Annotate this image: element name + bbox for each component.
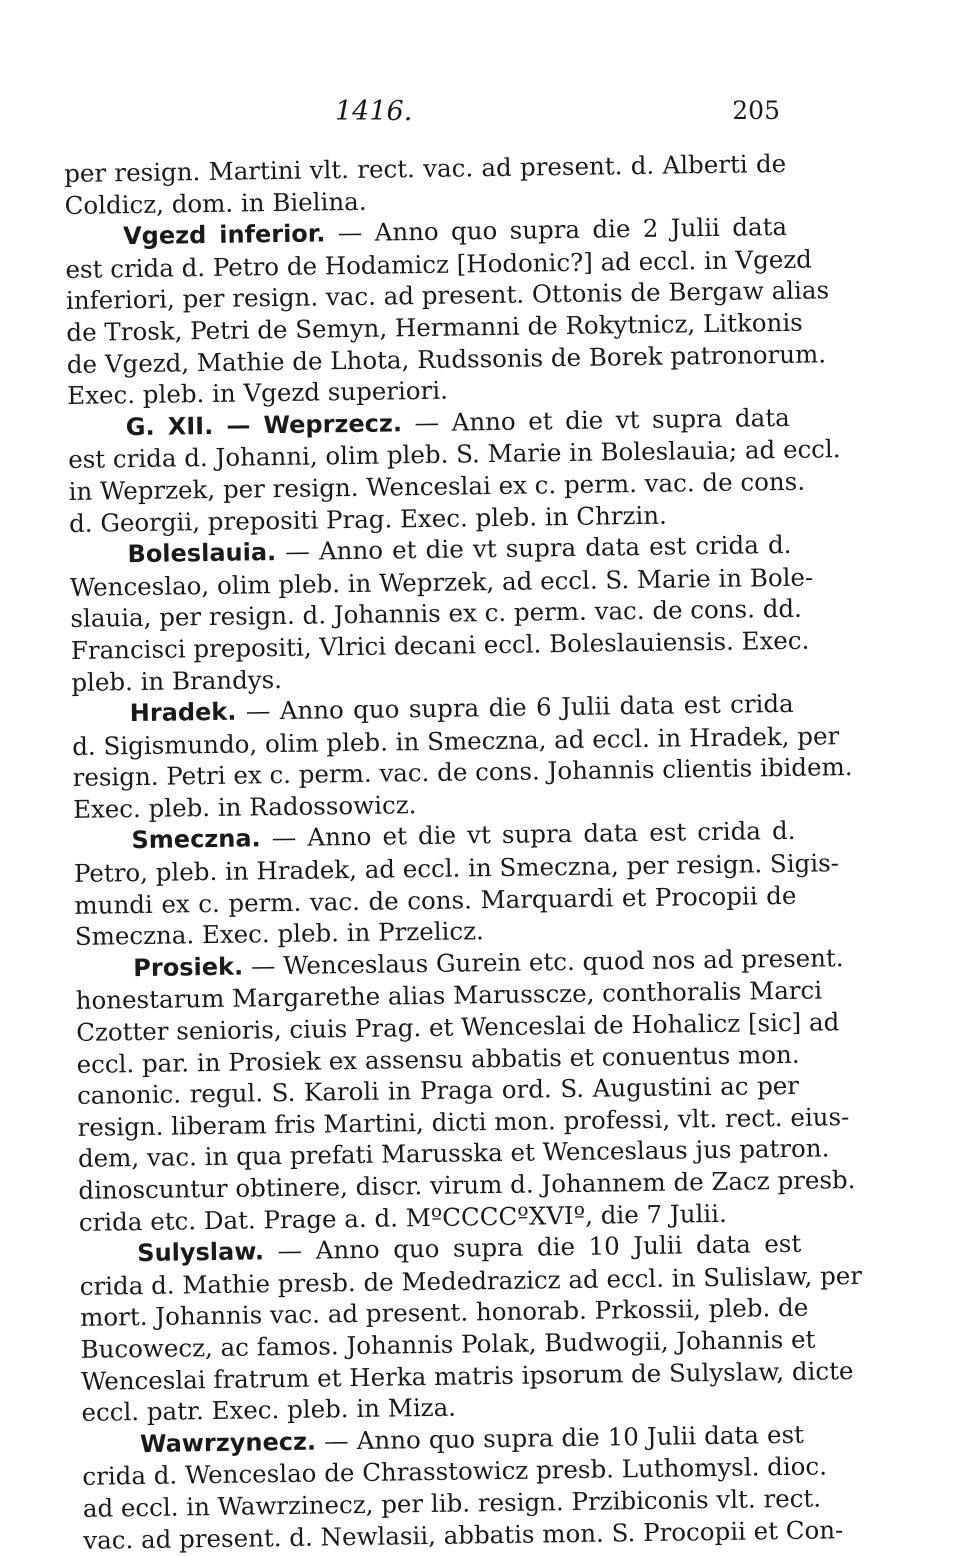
text-line: d. Georgii, prepositi Prag. Exec. pleb. in Chrzin.: [68, 500, 667, 538]
place-name: Sulyslaw.: [137, 1237, 265, 1268]
text-line: dem, vac. in qua prefati Marusska et Wenceslaus jus patron.: [77, 1133, 830, 1174]
text-line: Bucowecz, ac famos. Johannis Polak, Budwogii, Johannis et: [80, 1324, 816, 1364]
text-line: est crida d. Johanni, olim pleb. S. Marie in Boleslauia; ad eccl.: [68, 434, 841, 475]
text-line: Coldicz, dom. in Bielina.: [64, 186, 367, 220]
text-line: Wenceslai fratrum et Herka matris ipsorum de Sulyslaw, dicte: [80, 1355, 854, 1396]
text-line: est crida d. Petro de Hodamicz [Hodonic?] ad eccl. in Vgezd: [65, 244, 813, 284]
text-line: Exec. pleb. in Radossowicz.: [72, 790, 417, 824]
entry-text: — Anno et die vt supra data est crida d.: [260, 816, 796, 853]
text-line: in Weprzek, per resign. Wenceslai ex c. perm. vac. de cons.: [68, 466, 806, 506]
text-line: resign. liberam fris Martini, dicti mon. professi, vlt. rect. eius-: [77, 1101, 850, 1142]
text-line: inferiori, per resign. vac. ad present. Ottonis de Bergaw alias: [65, 275, 830, 316]
text-line: per resign. Martini vlt. rect. vac. ad present. d. Alberti de: [64, 148, 787, 188]
place-name: Prosiek.: [133, 952, 244, 982]
text-line: eccl. patr. Exec. pleb. in Miza.: [81, 1392, 457, 1428]
text-line: Exec. pleb. in Vgezd superiori.: [67, 375, 449, 411]
body-text: [64, 148, 863, 1556]
text-line: mort. Johannis vac. ad present. honorab. Prkossii, pleb. de: [79, 1293, 809, 1333]
text-line: de Trosk, Petri de Semyn, Hermanni de Rokytnicz, Litkonis: [66, 307, 803, 347]
text-line: crida d. Mathie presb. de Mededrazicz ad eccl. in Sulislaw, per: [79, 1260, 863, 1301]
text-line: slauia, per resign. d. Johannis ex c. perm. vac. de cons. dd.: [70, 594, 803, 634]
text-line: Petro, pleb. in Hradek, ad eccl. in Smeczna, per resign. Sigis-: [73, 848, 840, 888]
text-line: de Vgezd, Mathie de Lhota, Rudssonis de Borek patronorum.: [66, 338, 827, 379]
page-number: 205: [732, 96, 780, 125]
entry-text: — Anno quo supra die 10 Julii data est: [315, 1419, 805, 1456]
entry-text: — Anno quo supra die 2 Julii data: [325, 212, 788, 248]
text-line: Francisci prepositi, Vlrici decani eccl. Boleslauiensis. Exec.: [70, 625, 810, 665]
entry-text: — Wenceslaus Gurein etc. quod nos ad present.: [242, 943, 844, 981]
place-name: Vgezd inferior.: [122, 219, 326, 251]
place-name: Smeczna.: [131, 824, 261, 855]
text-line: mundi ex c. perm. vac. de cons. Marquardi et Procopii de: [74, 880, 797, 920]
text-line: crida etc. Dat. Prage a. d. MºCCCCºXVIº, die 7 Julii.: [78, 1198, 727, 1237]
text-line: eccl. par. in Prosiek ex assensu abbatis et conuentus mon.: [76, 1039, 800, 1079]
text-line: honestarum Margarethe alias Marusscze, conthoralis Marci: [75, 975, 823, 1016]
place-name: Hradek.: [129, 697, 237, 728]
entry-text: — Anno et die vt supra data: [401, 402, 790, 438]
text-line: vac. ad present. d. Newlasii, abbatis mon. S. Procopii et Con-: [83, 1514, 844, 1555]
text-line: Wenceslao, olim pleb. in Weprzek, ad eccl. S. Marie in Bole-: [69, 562, 814, 602]
header-year: 1416.: [335, 96, 413, 127]
text-line: d. Sigismundo, olim pleb. in Smeczna, ad eccl. in Hradek, per: [72, 720, 840, 761]
text-line: ad eccl. in Wawrzinecz, per lib. resign. Przibiconis vlt. rect.: [82, 1483, 822, 1523]
text-line: dinoscuntur obtinere, discr. virum d. Johannem de Zacz presb.: [78, 1165, 856, 1205]
text-line: pleb. in Brandys.: [71, 664, 283, 697]
place-name: Boleslauia.: [127, 538, 277, 569]
text-line: resign. Petri ex c. perm. vac. de cons. Johannis clientis ibidem.: [72, 752, 853, 793]
place-name: Wawrzynecz.: [139, 1427, 317, 1458]
place-name: G. XII. — Weprzecz.: [125, 409, 403, 441]
text-line: Czotter senioris, ciuis Prag. et Wenceslai de Hohalicz [sic] ad: [76, 1007, 840, 1047]
entry-text: — Anno quo supra die 10 Julii data est: [263, 1229, 802, 1266]
running-header: [60, 96, 780, 136]
text-line: Smeczna. Exec. pleb. in Przelicz.: [74, 916, 485, 952]
text-line: canonic. regul. S. Karoli in Praga ord. S. Augustini ac per: [76, 1071, 800, 1111]
text-line: crida d. Wenceslao de Chrasstowicz presb. Luthomysl. dioc.: [82, 1451, 828, 1492]
entry-text: — Anno quo supra die 6 Julii data est crida: [236, 688, 794, 726]
entry-text: — Anno et die vt supra data est crida d.: [275, 530, 792, 567]
